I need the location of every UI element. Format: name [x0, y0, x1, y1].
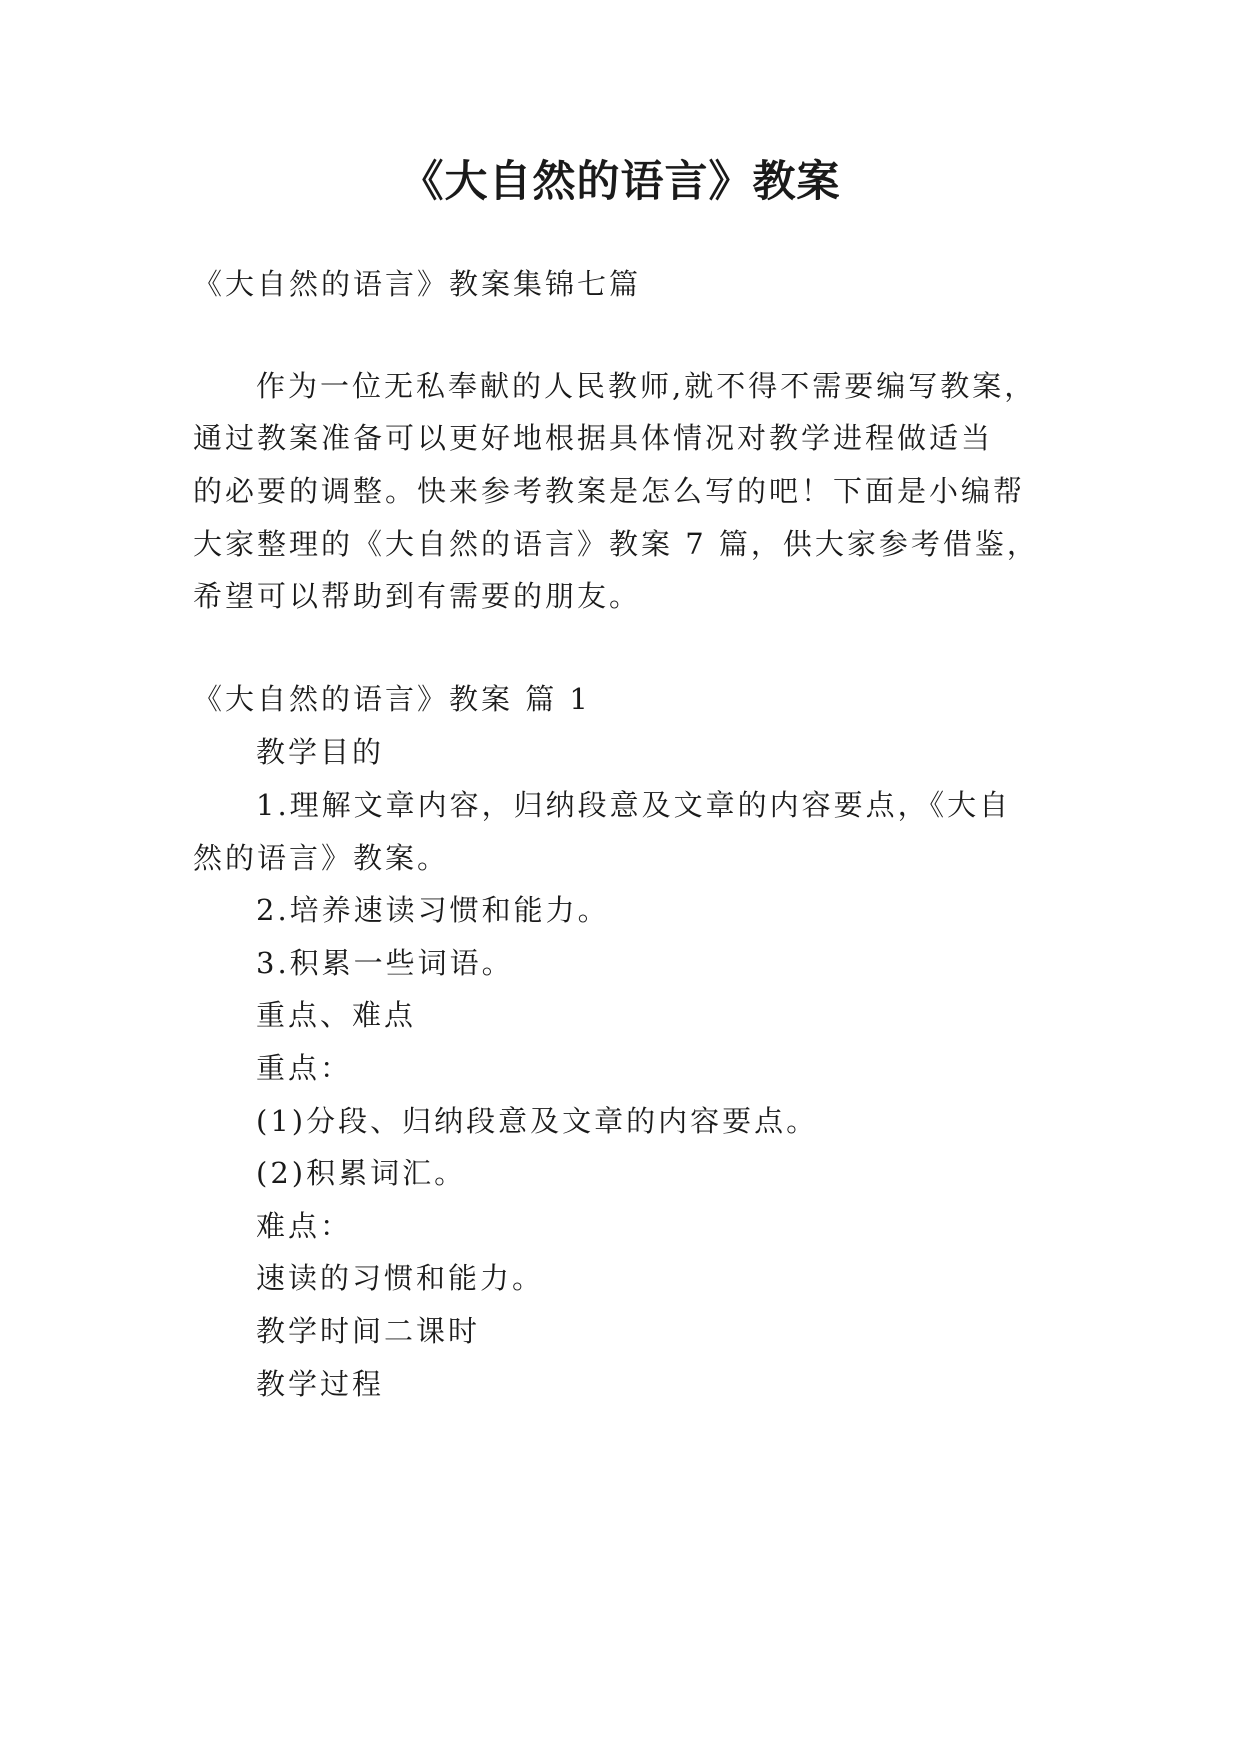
body-line: (1)分段、归纳段意及文章的内容要点。 [256, 1104, 819, 1138]
body-line: 然的语言》教案。 [193, 841, 450, 875]
intro-line: 大家整理的《大自然的语言》教案 7 篇，供大家参考借鉴， [193, 527, 1039, 561]
body-line: 2.培养速读习惯和能力。 [256, 893, 610, 927]
intro-line: 作为一位无私奉献的人民教师,就不得不需要编写教案， [256, 369, 1037, 403]
body-line: 重点、难点 [256, 998, 417, 1032]
body-line: 教学目的 [256, 735, 385, 769]
body-line: 速读的习惯和能力。 [256, 1261, 545, 1295]
body-line: 重点： [256, 1051, 353, 1085]
intro-line: 希望可以帮助到有需要的朋友。 [193, 579, 642, 613]
intro-line: 通过教案准备可以更好地根据具体情况对教学进程做适当 [193, 421, 994, 455]
body-line: 教学时间二课时 [256, 1314, 481, 1348]
intro-line: 的必要的调整。快来参考教案是怎么写的吧！下面是小编帮 [193, 474, 1026, 508]
section-heading: 《大自然的语言》教案 篇 1 [193, 682, 591, 716]
body-line: 教学过程 [256, 1367, 385, 1401]
body-line: 3.积累一些词语。 [256, 946, 514, 980]
body-line: 1.理解文章内容，归纳段意及文章的内容要点，《大自 [256, 788, 1012, 822]
document-subtitle: 《大自然的语言》教案集锦七篇 [193, 267, 642, 301]
body-line: 难点： [256, 1209, 353, 1243]
document-title: 《大自然的语言》教案 [400, 157, 841, 207]
body-line: (2)积累词汇。 [256, 1156, 467, 1190]
